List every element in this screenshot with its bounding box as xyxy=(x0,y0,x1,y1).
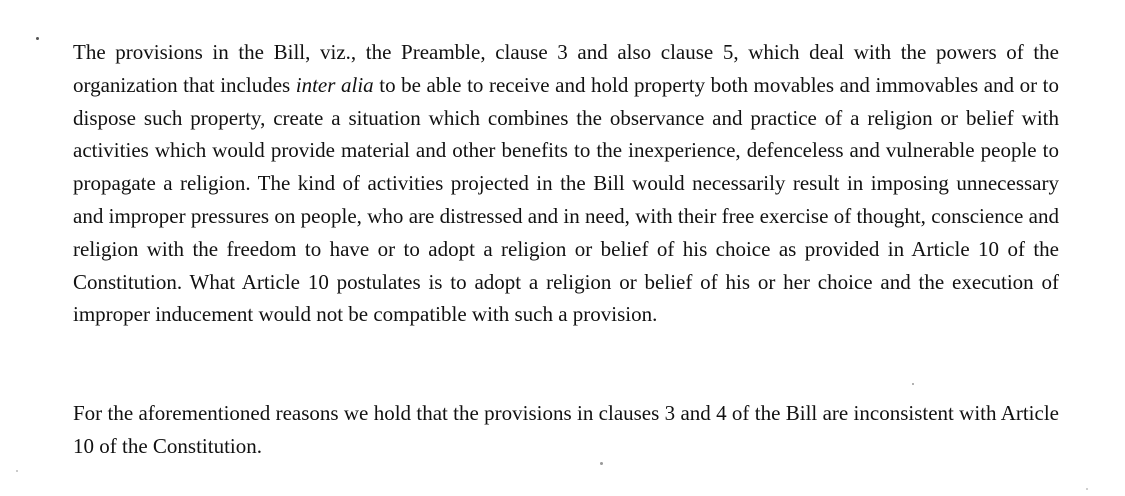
paragraph-conclusion: For the aforementioned reasons we hold that the provisions in clauses 3 and 4 of the Bill are inconsistent with Article 10 of the Constitution. xyxy=(73,401,1059,458)
paragraph-1-text-start: The provisions in the Bill, viz., the Preamble, clause 3 and also clause 5, which deal with the powers of the organization that includes xyxy=(73,40,1059,97)
paragraph-1-text-end: to be able to receive and hold property both movables and immovables and or to dispose such property, create a situation which combines the observance and practice of a religion or belief with activities which would provide material and other benefits to the inexperience, defenceless and vulnerable people to propagate a religion. The kind of activities projected in the Bill would necessarily result in imposing unnecessary and improper pressures on people, who are distressed and in need, with their free exercise of thought, conscience and religion with the freedom to have or to adopt a religion or belief of his choice as provided in Article 10 of the Constitution. What Article 10 postulates is to adopt a religion or belief of his or her choice and the execution of improper inducement would not be compatible with such a provision. xyxy=(73,72,1059,327)
scan-speck xyxy=(16,470,18,472)
scan-speck xyxy=(912,383,914,385)
scan-speck xyxy=(1086,488,1088,490)
latin-phrase-emphasis: inter alia xyxy=(295,72,374,97)
paragraph-provisions-analysis xyxy=(73,36,1059,331)
scan-speck xyxy=(36,37,39,40)
